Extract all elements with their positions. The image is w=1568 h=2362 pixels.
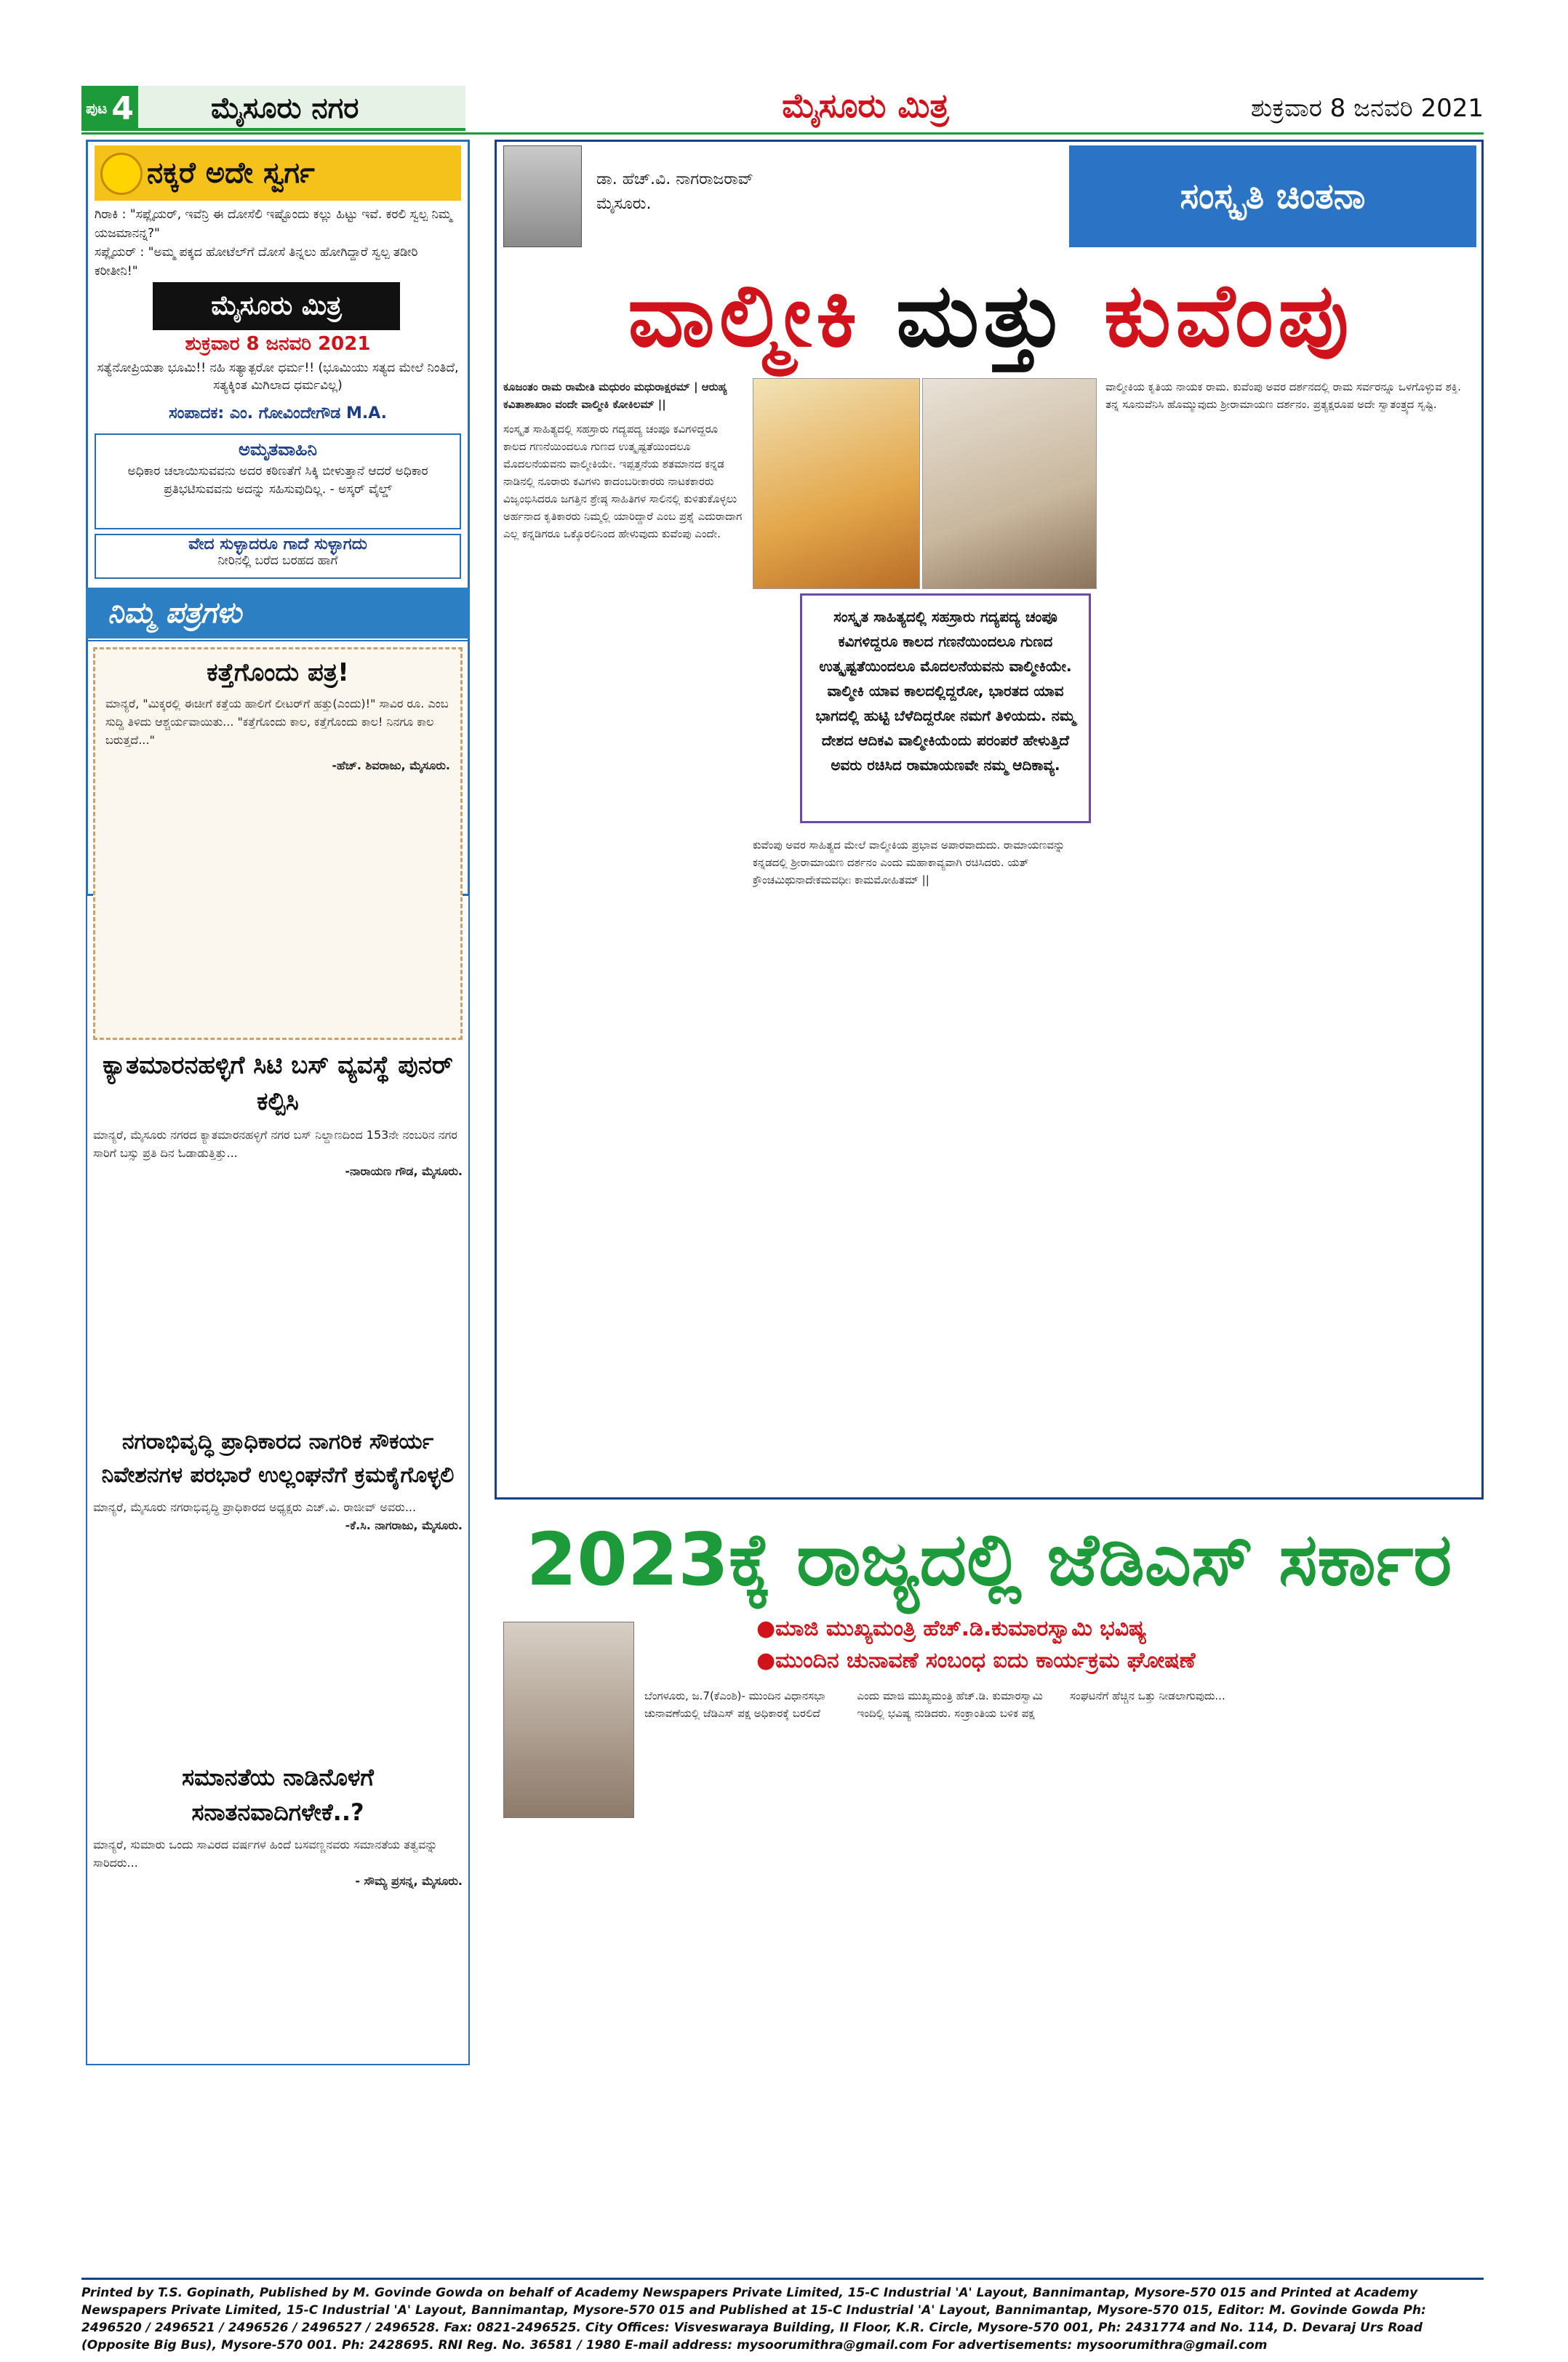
issue-date: ಶುಕ್ರವಾರ 8 ಜನವರಿ 2021 <box>1250 94 1484 123</box>
page-number: 4 <box>111 89 134 127</box>
amruthavahini-title: ಅಮೃತವಾಹಿನಿ <box>239 439 317 460</box>
jds-story-body: ಬೆಂಗಳೂರು, ಜ.7(ಕೆಎಂಶಿ)- ಮುಂದಿನ ವಿಧಾನಸಭಾ ಚುನಾವಣೆಯಲ್ಲಿ ಜೆಡಿಎಸ್ ಪಕ್ಷ ಅಧಿಕಾರಕ್ಕೆ ಬರಲಿದೆ ಎಂದು ಮಾಜಿ ಮುಖ್ಯಮಂತ್ರಿ ಹೆಚ್.ಡಿ. ಕುಮಾರಸ್ವಾಮಿ ಇಂದಿಲ್ಲಿ ಭವಿಷ್ಯ ನುಡಿದರು. ಸಂಕ್ರಾಂತಿಯ ಬಳಿಕ ಪಕ್ಷ ಸಂಘಟನೆಗೆ ಹೆಚ್ಚಿನ ಒತ್ತು ನೀಡಲಾಗುವುದು... <box>644 1689 1225 1720</box>
masthead-box-date: ಶುಕ್ರವಾರ 8 ಜನವರಿ 2021 <box>185 333 371 355</box>
kumaraswamy-photo <box>503 1622 634 1818</box>
page-number-badge <box>81 86 138 131</box>
article-column-1 <box>503 378 743 1491</box>
editor-line: ಸಂಪಾದಕ: ಎಂ. ಗೋವಿಂದೇಗೌಡ M.A. <box>168 404 388 423</box>
letter-title: ಸಮಾನತೆಯ ನಾಡಿನೊಳಗೆ ಸನಾತನವಾದಿಗಳೇಕೆ..? <box>182 1764 374 1826</box>
letters-heading: ನಿಮ್ಮ ಪತ್ರಗಳು <box>86 588 470 638</box>
author-name: ಡಾ. ಹೆಚ್.ವಿ. ನಾಗರಾಜರಾವ್ <box>596 170 753 188</box>
joke-line: ಸಪ್ಲೈಯರ್ : "ಅಮ್ಮ ಪಕ್ಕದ ಹೋಟೆಲ್‌ಗೆ ದೋಸೆ ತಿನ್ನಲು ಹೋಗಿದ್ದಾರೆ ಸ್ವಲ್ಪ ತಡೀರಿ ಕರೀತೀನಿ!" <box>95 245 418 279</box>
section-title: ಮೈಸೂರು ನಗರ <box>138 86 465 131</box>
sanskrit-verse: ಕೂಜಂತಂ ರಾಮ ರಾಮೇತಿ ಮಧುರಂ ಮಧುರಾಕ್ಷರಮ್ | ಆರುಹ್ಯ ಕವಿತಾಶಾಖಾಂ ವಂದೇ ವಾಲ್ಮೀಕಿ ಕೋಕಿಲಮ್ || <box>503 380 727 411</box>
letter-item <box>93 1047 463 1180</box>
jds-headline: 2023ಕ್ಕೆ ರಾಜ್ಯದಲ್ಲಿ ಜೆಡಿಎಸ್ ಸರ್ಕಾರ <box>526 1517 1452 1602</box>
letter-signature: -ನಾರಾಯಣ ಗೌಡ, ಮೈಸೂರು. <box>345 1164 463 1178</box>
masthead-box-name: ಮೈಸೂರು ಮಿತ್ರ <box>153 282 400 330</box>
valmiki-illustration <box>753 378 920 589</box>
proverb-box <box>95 534 461 579</box>
header-rule <box>81 132 1484 135</box>
article-column-3: ವಾಲ್ಮೀಕಿಯ ಕೃತಿಯ ನಾಯಕ ರಾಮ. ಕುವೆಂಪು ಅವರ ದರ್ಶನದಲ್ಲಿ ರಾಮ ಸರ್ವರನ್ನೂ ಒಳಗೊಳ್ಳುವ ಶಕ್ತಿ. ತನ್ನ ಸೂನುವೆನಿಸಿ ಹೊಮ್ಮುವುದು ಶ್ರೀರಾಮಾಯಣ ದರ್ಶನಂ. ಪ್ರತ್ಯಕ್ಷರೂಪ ಅದೇ ಸ್ವಾತಂತ್ರ್ಯದ ಸೃಷ್ಟಿ. <box>1105 380 1461 411</box>
letter-body: ಮಾನ್ಯರೆ, ಮೈಸೂರು ನಗರದ ಕ್ಯಾತಮಾರನಹಳ್ಳಿಗೆ ನಗರ ಬಸ್ ನಿಲ್ದಾಣದಿಂದ 153ನೇ ನಂಬರಿನ ನಗರ ಸಾರಿಗೆ ಬಸ್ಸು ಪ್ರತಿ ದಿನ ಓಡಾಡುತ್ತಿತ್ತು... <box>93 1128 457 1160</box>
author-byline <box>596 167 858 217</box>
amruthavahini-quote: ಅಧಿಕಾರ ಚಲಾಯಿಸುವವನು ಅದರ ಕಠಿಣತೆಗೆ ಸಿಕ್ಕಿ ಬೀಳುತ್ತಾನೆ ಆದರೆ ಅಧಿಕಾರ ಪ್ರತಿಭಟಿಸುವವನು ಅದನ್ನು ಸಹಿಸುವುದಿಲ್ಲ. - ಅಸ್ಕರ್ ವೈಲ್ಡ್ <box>127 464 428 497</box>
letter-title: ಕ್ಯಾತಮಾರನಹಳ್ಳಿಗೆ ಸಿಟಿ ಬಸ್ ವ್ಯವಸ್ಥೆ ಪುನರ್ ಕಲ್ಪಿಸಿ <box>103 1051 453 1116</box>
headline-word: ವಾಲ್ಮೀಕಿ <box>628 265 862 367</box>
letter-item <box>93 1425 463 1534</box>
author-place: ಮೈಸೂರು. <box>596 195 652 213</box>
headline-word: ಮತ್ತು <box>895 265 1070 367</box>
article-column-2: ಕುವೆಂಪು ಅವರ ಸಾಹಿತ್ಯದ ಮೇಲೆ ವಾಲ್ಮೀಕಿಯ ಪ್ರಭಾವ ಅಪಾರವಾದುದು. ರಾಮಾಯಣವನ್ನು ಕನ್ನಡದಲ್ಲಿ ಶ್ರೀರಾಮಾಯಣ ದರ್ಶನಂ ಎಂದು ಮಹಾಕಾವ್ಯವಾಗಿ ರಚಿಸಿದರು. ಯತ್ ಕ್ರೌಂಚಮಿಥುನಾದೇಕಮವಧೀಃ ಕಾಮಮೋಹಿತಮ್ || <box>753 838 1065 886</box>
jds-subhead: ●ಮಾಜಿ ಮುಖ್ಯಮಂತ್ರಿ ಹೆಚ್.ಡಿ.ಕುಮಾರಸ್ವಾಮಿ ಭವಿಷ್ಯ <box>756 1616 1147 1641</box>
pull-quote: ಸಂಸ್ಕೃತ ಸಾಹಿತ್ಯದಲ್ಲಿ ಸಹಸ್ರಾರು ಗದ್ಯಪದ್ಯ ಚಂಪೂ ಕವಿಗಳಿದ್ದರೂ ಕಾಲದ ಗಣನೆಯಿಂದಲೂ ಗುಣದ ಉತ್ಕೃಷ್ಟತೆಯಿಂದಲೂ ಮೊದಲನೆಯವನು ವಾಲ್ಮೀಕಿಯೇ. ವಾಲ್ಮೀಕಿ ಯಾವ ಕಾಲದಲ್ಲಿದ್ದರೋ, ಭಾರತದ ಯಾವ ಭಾಗದಲ್ಲಿ ಹುಟ್ಟಿ ಬೆಳೆದಿದ್ದರೋ ನಮಗೆ ತಿಳಿಯದು. ನಮ್ಮ ದೇಶದ ಆದಿಕವಿ ವಾಲ್ಮೀಕಿಯೆಂದು ಪರಂಪರೆ ಹೇಳುತ್ತಿದೆ ಅವರು ರಚಿಸಿದ ರಾಮಾಯಣವೇ ನಮ್ಮ ಆದಿಕಾವ್ಯ. <box>800 593 1091 823</box>
letter-body: ಮಾನ್ಯರೆ, ಸುಮಾರು ಒಂದು ಸಾವಿರದ ವರ್ಷಗಳ ಹಿಂದೆ ಬಸವಣ್ಣನವರು ಸಮಾನತೆಯ ತತ್ವವನ್ನು ಸಾರಿದರು... <box>93 1838 438 1870</box>
letter-signature: -ಹೆಚ್. ಶಿವರಾಜು, ಮೈಸೂರು. <box>332 758 450 772</box>
headline-word: ಕುವೆಂಪು <box>1103 265 1353 367</box>
jds-subheads <box>756 1613 1396 1677</box>
masthead-logo: ಮೈಸೂರು ಮಿತ್ರ <box>782 86 949 125</box>
masthead-motto: ಸತ್ಯೆನೋಪ್ರಿಯತಾ ಭೂಮಿ!! ನಹಿ ಸತ್ಯಾತ್ಪರೋ ಧರ್ಮ!! (ಭೂಮಿಯು ಸತ್ಯದ ಮೇಲೆ ನಿಂತಿದೆ, ಸತ್ಯಕ್ಕಿಂತ ಮಿಗಿಲಾದ ಧರ್ಮವಿಲ್ಲ) <box>97 361 459 393</box>
letter-signature: -ಕೆ.ಸಿ. ನಾಗರಾಜು, ಮೈಸೂರು. <box>345 1518 463 1532</box>
letter-body: ಮಾನ್ಯರೆ, ಮೈಸೂರು ನಗರಾಭಿವೃದ್ಧಿ ಪ್ರಾಧಿಕಾರದ ಅಧ್ಯಕ್ಷರು ಎಚ್.ವಿ. ರಾಜೀವ್ ಅವರು... <box>93 1500 417 1514</box>
letter-title: ಕತ್ತೆಗೊಂದು ಪತ್ರ! <box>207 658 349 687</box>
proverb-text: ನೀರಿನಲ್ಲಿ ಬರೆದ ಬರಹದ ಹಾಗೆ <box>217 553 338 568</box>
proverb-title: ವೇದ ಸುಳ್ಳಾದರೂ ಗಾದೆ ಸುಳ್ಳಾಗದು <box>188 535 367 553</box>
amruthavahini-box <box>95 433 461 529</box>
article-text: ಸಂಸ್ಕೃತ ಸಾಹಿತ್ಯದಲ್ಲಿ ಸಹಸ್ರಾರು ಗದ್ಯಪದ್ಯ ಚಂಪೂ ಕವಿಗಳಿದ್ದರೂ ಕಾಲದ ಗಣನೆಯಿಂದಲೂ ಗುಣದ ಉತ್ಕೃಷ್ಟತೆಯಿಂದಲೂ ಮೊದಲನೆಯವನು ವಾಲ್ಮೀಕಿಯೇ. ಇಪ್ಪತ್ತನೆಯ ಶತಮಾನದ ಕನ್ನಡ ನಾಡಿನಲ್ಲಿ ನೂರಾರು ಕವಿಗಳು ಕಾದಂಬರೀಕಾರರು ನಾಟಕಕಾರರು ವಿಜೃಂಭಿಸಿದರೂ ಜಗತ್ತಿನ ಶ್ರೇಷ್ಠ ಸಾಹಿತಿಗಳ ಸಾಲಿನಲ್ಲಿ ಕುಳಿತುಕೊಳ್ಳಲು ಅರ್ಹನಾದ ಕೃತಿಕಾರರು ನಿಮ್ಮಲ್ಲಿ ಯಾರಿದ್ದಾರೆ ಎಂಬ ಪ್ರಶ್ನೆ ಎದುರಾದಾಗ ಎಲ್ಲ ಕನ್ನಡಿಗರೂ ಒಕ್ಕೊರಲಿನಿಂದ ಹೇಳುವುದು ಕುವೆಂಪು ಎಂದೇ. <box>503 423 743 540</box>
letter-body: ಮಾನ್ಯರೆ, "ಮಿಕ್ಕರಲ್ಲಿ ಈಚೀಗೆ ಕತ್ತೆಯ ಹಾಲಿಗೆ ಲೀಟರ್‌ಗೆ ಹತ್ತು(ಎಂದು)!" ಸಾವಿರ ರೂ. ಎಂಬ ಸುದ್ದಿ ತಿಳಿದು ಆಶ್ಚರ್ಯವಾಯಿತು... "ಕತ್ತೆಗೊಂದು ಕಾಲ, ಕತ್ತೆಗೊಂದು ಕಾಲ! ನಿನಗೂ ಕಾಲ ಬರುತ್ತದೆ..." <box>105 697 449 747</box>
joke-text <box>95 205 461 281</box>
letter-box <box>93 647 463 1040</box>
kuvempu-illustration <box>922 378 1097 589</box>
author-photo <box>503 145 582 247</box>
letter-signature: - ಸೌಮ್ಯ ಪ್ರಸನ್ನ, ಮೈಸೂರು. <box>355 1874 463 1888</box>
jds-subhead: ●ಮುಂದಿನ ಚುನಾವಣೆ ಸಂಬಂಧ ಐದು ಕಾರ್ಯಕ್ರಮ ಘೋಷಣೆ <box>756 1648 1196 1673</box>
joke-line: ಗಿರಾಕಿ : "ಸಪ್ಲೈಯರ್, ಇವೆನ್ರಿ ಈ ದೋಸೆಲಿ ಇಷ್ಟೊಂದು ಕಲ್ಲು ಹಿಟ್ಟು ಇವೆ. ಕರಲಿ ಸ್ವಲ್ಪ ನಿಮ್ಮ ಯಜಮಾನನ್ನ?" <box>95 207 452 241</box>
column-series-title: ಸಂಸ್ಕೃತಿ ಚಿಂತನಾ <box>1069 145 1476 247</box>
laughing-face-icon <box>100 153 143 195</box>
article-headline <box>503 262 1478 371</box>
nakkare-title: ನಕ್ಕರೆ ಅದೇ ಸ್ವರ್ಗ <box>95 145 461 201</box>
letter-title: ನಗರಾಭಿವೃದ್ಧಿ ಪ್ರಾಧಿಕಾರದ ನಾಗರಿಕ ಸೌಕರ್ಯ ನಿವೇಶನಗಳ ಪರಭಾರೆ ಉಲ್ಲಂಘನೆಗೆ ಕ್ರಮಕೈಗೊಳ್ಳಲಿ <box>101 1429 455 1488</box>
letter-item <box>93 1760 463 1890</box>
page-label: ಪುಟ <box>86 100 108 117</box>
imprint-footer: Printed by T.S. Gopinath, Published by M. Govinde Gowda on behalf of Academy Newspapers Private Limited, 15-C Industrial 'A' Layout, Bannimantap, Mysore-570 015 and Printed at Academy Newspapers Private Limited, 15-C Industrial 'A' Layout, Bannimantap, Mysore-570 015 and Published at 15-C Industrial 'A' Layout, Bannimantap, Mysore-570 015, Editor: M. Govinde Gowda Ph: 2496520 / 2496521 / 2496526 / 2496527 / 2496528. Fax: 0821-2496525. City Offices: Visveswaraya Building, II Floor, K.R. Circle, Mysore-570 001, Ph: 2431774 and No. 114, D. Devaraj Urs Road (Opposite Big Bus), Mysore-570 001. Ph: 2428695. RNI Reg. No. 36581 / 1980 E-mail address: mysoorumithra@gmail.com For advertisements: mysoorumithra@gmail.com <box>81 2278 1484 2350</box>
